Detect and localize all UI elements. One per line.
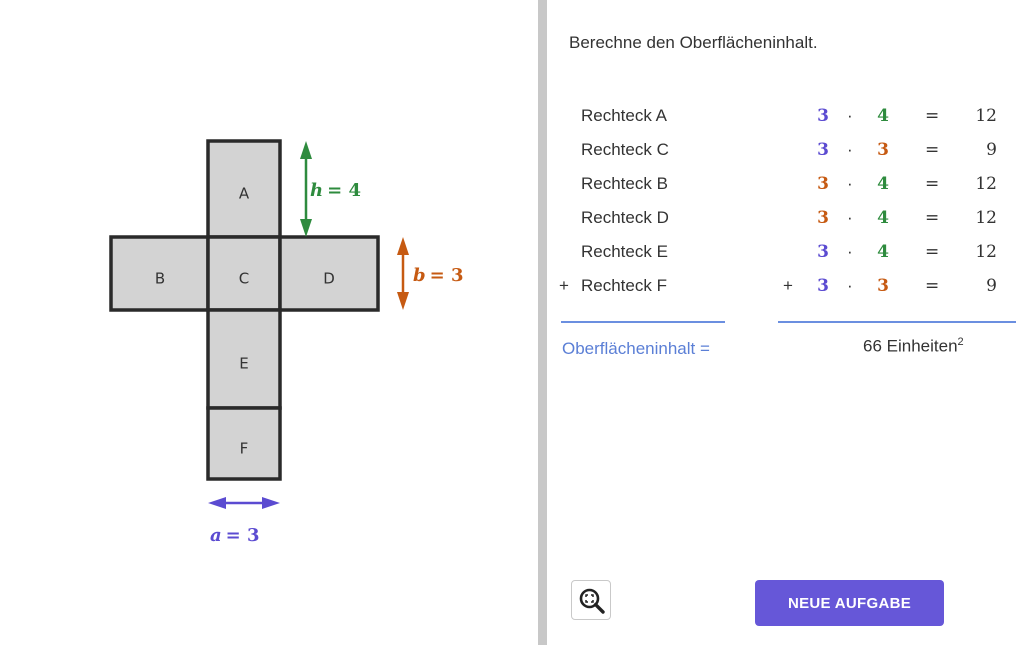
zoom-to-fit-button[interactable] [571, 580, 611, 620]
calc-row [547, 206, 1032, 240]
factor-1: 3 [817, 140, 829, 160]
total-value-text: 66 Einheiten [863, 336, 958, 356]
sum-rule-left [561, 321, 725, 323]
multiply-dot: · [847, 242, 853, 261]
calc-row [547, 138, 1032, 172]
sum-rule-right [778, 321, 1016, 323]
rectangle-name: Rechteck A [581, 106, 667, 125]
pane-divider[interactable] [538, 0, 547, 645]
face-label-f: F [239, 439, 249, 458]
multiply-dot: · [847, 276, 853, 295]
new-task-button[interactable]: NEUE AUFGABE [755, 580, 944, 626]
plus-sign: + [783, 276, 793, 295]
multiply-dot: · [847, 174, 853, 193]
calc-row [547, 172, 1032, 206]
rectangle-name: Rechteck E [581, 242, 668, 261]
face-label-d: D [323, 269, 335, 288]
face-label-c: C [238, 269, 250, 288]
equals-sign: = [925, 106, 940, 126]
area-result: 12 [975, 174, 997, 194]
face-label-b: B [154, 269, 166, 288]
height-label: h = 4 [310, 180, 361, 201]
depth-arrow [397, 237, 409, 310]
equals-sign: = [925, 208, 940, 228]
factor-2: 4 [877, 174, 889, 194]
task-question: Berechne den Oberflächeninhalt. [569, 33, 818, 52]
multiply-dot: · [847, 208, 853, 227]
calc-row [547, 104, 1032, 138]
factor-2: 3 [877, 140, 889, 160]
total-exponent: 2 [957, 336, 964, 348]
multiply-dot: · [847, 140, 853, 159]
face-label-a: A [238, 184, 250, 203]
factor-1: 3 [817, 106, 829, 126]
area-result: 9 [986, 140, 997, 160]
depth-label: b = 3 [413, 265, 464, 286]
area-result: 12 [975, 208, 997, 228]
equals-sign: = [925, 242, 940, 262]
face-label-e: E [239, 354, 249, 373]
width-arrow [208, 497, 280, 509]
factor-2: 4 [877, 242, 889, 262]
equals-sign: = [925, 140, 940, 160]
rectangle-name: Rechteck C [581, 140, 669, 159]
factor-1: 3 [817, 276, 829, 296]
factor-1: 3 [817, 242, 829, 262]
area-result: 9 [986, 276, 997, 296]
rectangle-name: Rechteck B [581, 174, 668, 193]
width-label: a = 3 [210, 525, 260, 546]
factor-2: 3 [877, 276, 889, 296]
total-value [863, 336, 964, 357]
multiply-dot: · [847, 106, 853, 125]
factor-2: 4 [877, 106, 889, 126]
rectangle-name: Rechteck F [581, 276, 667, 295]
area-result: 12 [975, 106, 997, 126]
calc-row [547, 274, 1032, 308]
plus-sign: + [559, 276, 569, 295]
total-label: Oberflächeninhalt = [562, 339, 710, 358]
zoom-fit-icon [578, 587, 606, 615]
calc-row [547, 240, 1032, 274]
equals-sign: = [925, 276, 940, 296]
factor-1: 3 [817, 208, 829, 228]
factor-2: 4 [877, 208, 889, 228]
task-panel [547, 0, 1032, 645]
rectangle-name: Rechteck D [581, 208, 669, 227]
equals-sign: = [925, 174, 940, 194]
factor-1: 3 [817, 174, 829, 194]
area-result: 12 [975, 242, 997, 262]
